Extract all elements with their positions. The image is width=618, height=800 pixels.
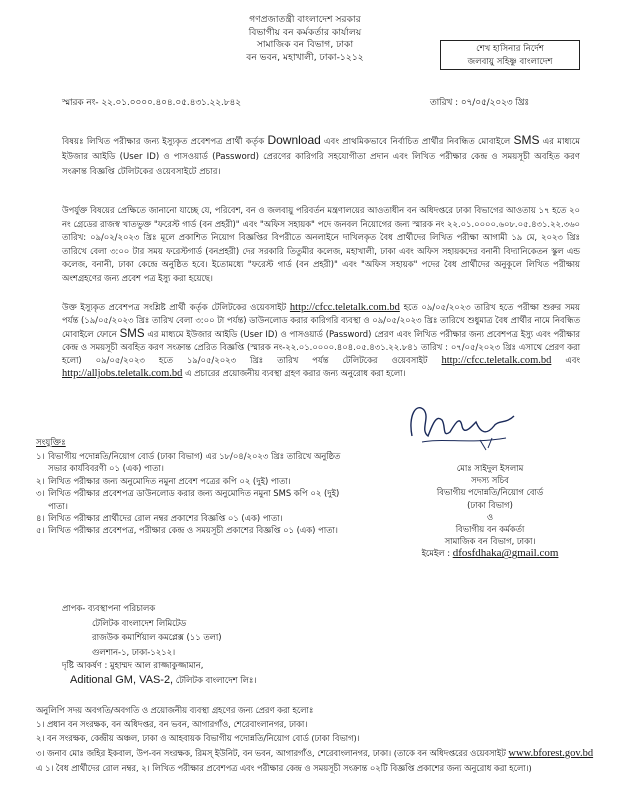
para2-text-1: উক্ত ইস্যুকৃত প্রবেশপত্র সংশ্লিষ্ট প্রার্থী কর্তৃক টেলিটকের ওয়েবসাইট <box>62 302 290 312</box>
copy-item <box>36 746 596 775</box>
copy-item: ২। বন সংরক্ষক, কেন্দ্রীয় অঞ্চল, ঢাকা ও আহবায়ক বিভাগীয় পদোন্নতি/নিয়োগ বোর্ড (ঢাকা বিভাগ)। <box>36 733 360 744</box>
cfcc-link-2[interactable]: http://cfcc.teletalk.com.bd <box>441 355 552 367</box>
para2-text-4: এবং <box>551 355 580 366</box>
para2-text-2: হতে ০৯/০৫/২০২৩ তারিখ হতে পরীক্ষা শুরুর সময় পর্যন্ত (১৯/০৫/২০২৩ খ্রিঃ তারিখ বেলা ৩:০০ টা পর্যন্ত) ডাউনলোড করার কারিগরি ব্যবস্থা ও ০৯/০৫/২০২৩ খ্রিঃ তারিখে শুধুমাত্র বৈধ প্রার্থীর নামে নিবন্ধিত মোবাইলে ফোনে <box>62 302 580 339</box>
signatory-office: সামাজিক বন বিভাগ, ঢাকা। <box>444 536 536 547</box>
division-name: সামাজিক বন বিভাগ, ঢাকা <box>256 39 354 50</box>
subject-text-3: এর মাধ্যমে ইউজার আইডি (User ID) ও পাসওয়ার্ড (Password) প্রেরণের কারিগরি সহযোগীতা প্রদান এবং লিখিত পরীক্ষার কেন্দ্র ও সময়সূচী অবহিত করণ সংক্রান্ত বিজ্ঞপ্তি টেলিটকের ওয়েবসাইটে প্রচার। <box>62 137 580 177</box>
enclosure-text: লিখিত পরীক্ষার প্রবেশপত্র ডাউনলোড করার জন্য অনুমোদিত নমুনা SMS কপি ০২ (দুই) পাতা। <box>48 488 340 511</box>
letterhead <box>170 14 440 64</box>
enclosure-text: লিখিত পরীক্ষার জন্য অনুমোদিত নমুনা প্রবেশ পত্রের কপি ০২ (দুই) পাতা। <box>48 475 291 486</box>
enclosure-text: লিখিত পরীক্ষার প্রবেশপত্র, পরীক্ষার কেন্দ্র ও সময়সূচী প্রকাশের বিজ্ঞপ্তি ০১ (এক) পাতা। <box>48 525 338 536</box>
subject-sms-word: SMS <box>513 133 540 147</box>
subject-line <box>62 133 580 180</box>
signatory-designation: বিভাগীয় বন কর্মকর্তা <box>455 524 525 535</box>
recipient-title: প্রাপক- ব্যবস্থাপনা পরিচালক <box>62 603 156 613</box>
enclosure-item <box>36 524 346 536</box>
enclosure-num: ১। <box>36 451 45 461</box>
signatory-conjunction: ও <box>486 511 494 522</box>
body-paragraph-2 <box>62 301 580 381</box>
copy-item: ১। প্রধান বন সংরক্ষক, বন অধিদপ্তর, বন ভবন, আগারগাঁও, শেরেবাংলানগর, ঢাকা। <box>36 719 308 730</box>
copy-item3-text-2: এ ১। বৈধ প্রার্থীদের রোল নম্বর, ২। লিখিত পরীক্ষার প্রবেশপত্র এবং পরীক্ষার কেন্দ্র ও সময়সূচী সংক্রান্ত ০২টি বিজ্ঞপ্তি প্রকাশের জন্য অনুরোধ করা হলো।) <box>36 762 532 773</box>
slogan-line-1: শেখ হাসিনার নির্দেশ <box>476 44 544 54</box>
copy-distribution <box>36 703 596 775</box>
copy-intro: অনুলিপি সদয় অবগতি/অবগতি ও প্রয়োজনীয় ব্যবস্থা গ্রহণের জন্য প্রেরণ করা হলোঃ <box>36 705 314 715</box>
para2-sms-word: SMS <box>119 327 145 340</box>
enclosure-text: বিভাগীয় পদোন্নতি/নিয়োগ বোর্ড (ঢাকা বিভাগ) এর ১৮/০৪/২০২৩ খ্রিঃ তারিখে অনুষ্ঠিত সভার কার্যবিবরণী ০১ (এক) পাতা। <box>48 451 341 474</box>
attention-designation-en: Aditional GM, VAS-2, <box>70 674 174 686</box>
enclosure-item <box>36 450 346 475</box>
enclosure-text: লিখিত পরীক্ষার প্রার্থীদের রোল নম্বর প্রকাশের বিজ্ঞপ্তি ০১ (এক) পাতা। <box>48 513 283 524</box>
slogan-line-2: জলবায়ু সহিষ্ণু বাংলাদেশ <box>467 57 553 67</box>
signatory-board: বিভাগীয় পদোন্নতি/নিয়োগ বোর্ড <box>436 487 544 498</box>
enclosures-list <box>36 450 346 537</box>
slogan-box <box>440 40 580 70</box>
bforest-link[interactable]: www.bforest.gov.bd <box>508 747 594 759</box>
enclosure-num: ৩। <box>36 488 45 499</box>
cfcc-link[interactable]: http://cfcc.teletalk.com.bd <box>289 302 400 313</box>
signatory-division: (ঢাকা বিভাগ) <box>467 499 513 510</box>
office-address: বন ভবন, মহাখালী, ঢাকা-১২১২ <box>246 51 364 63</box>
attention-line: দৃষ্টি আকর্ষণ : মুহাম্মদ আল রাজ্জাকুজ্জামান, <box>62 660 204 670</box>
signatory-role: সদস্য সচিব <box>471 475 509 486</box>
attention-block <box>62 658 256 688</box>
memo-date: তারিখ : ০৭/০৫/২০২৩ খ্রিঃ <box>430 98 530 108</box>
recipient-org: টেলিটক বাংলাদেশ লিমিটেড <box>92 617 187 628</box>
enclosure-item <box>36 487 346 512</box>
email-label: ইমেইল : <box>421 548 453 559</box>
enclosure-num: ২। <box>36 475 45 486</box>
enclosures-title: সংযুক্তিঃ <box>36 438 66 448</box>
attention-designation-bn: টেলিটক বাংলাদেশ লিঃ। <box>173 675 257 685</box>
recipient-address: গুলশান-১, ঢাকা-১২১২। <box>92 646 176 657</box>
email-link[interactable]: dfosfdhaka@gmail.com <box>452 547 559 560</box>
enclosure-item <box>36 475 346 487</box>
para2-text-5: এ প্রচারের প্রয়োজনীয় ব্যবস্থা গ্রহণ করার জন্য অনুরোধ করা হলো। <box>182 368 406 379</box>
attention-designation <box>62 673 256 688</box>
enclosure-item <box>36 512 346 524</box>
handwritten-signature <box>402 396 522 454</box>
signatory-email-row <box>380 547 600 559</box>
subject-text-2: এবং প্রাথমিকভাবে নির্বাচিত প্রার্থীর নিবন্ধিত মোবাইলে <box>320 137 514 147</box>
subject-download-word: Download <box>267 133 321 147</box>
enclosure-num: ৪। <box>36 513 45 524</box>
enclosure-num: ৫। <box>36 525 45 536</box>
govt-name: গণপ্রজাতন্ত্রী বাংলাদেশ সরকার <box>249 14 361 25</box>
subject-text-1: বিষয়ঃ লিখিত পরীক্ষার জন্য ইস্যুকৃত প্রবেশপত্র প্রার্থী কর্তৃক <box>62 137 268 147</box>
para2-text-3: এর মাধ্যমে ইউজার আইডি (User ID) ও পাসওয়ার্ড (Password) প্রেরণ এবং লিখিত পরীক্ষার জন্য প্রবেশপত্র ইস্যু এবং পরীক্ষার কেন্দ্র ও সময়সূচী অবহিত করণ সংক্রান্ত প্রেরিত বিজ্ঞপ্তি (স্মারক নং-২২.০১.০০০০.৪০৪.০৫.৪৩১.২২.৮৪১ তারিখ : ০৭/০৫/২০২৩ খ্রিঃ এসাথে প্রেরণ করা হলো) ০৯/০৫/২০২৩ হতে ১৯/০৫/২০২৩ খ্রিঃ তারিখ পর্যন্ত টেলিটকের ওয়েবসাইট <box>62 328 580 366</box>
memo-reference: স্মারক নং- ২২.০১.০০০০.৪০৪.০৫.৪৩১.২২.৮৪২ <box>62 98 241 108</box>
signature-block <box>380 462 600 560</box>
office-name: বিভাগীয় বন কর্মকর্তার কার্যালয় <box>248 26 362 38</box>
body-paragraph-1: উপর্যুক্ত বিষয়ের প্রেক্ষিতে জানানো যাচ্ছে যে, পরিবেশ, বন ও জলবায়ু পরিবর্তন মন্ত্রণালয়ের আওতাধীন বন অধিদপ্তরে ঢাকা বিভাগের আওতায় ১৭ হতে ২০ নং গ্রেডের রাজস্ব খাতভুক্ত "ফরেস্ট গার্ড (বন প্রহরী)" এবং "অফিস সহায়ক" পদে জনবল নিয়োগের জন্য স্মারক নং ২২.০১.০০০০.৬০৮.০৫.৪৩১.২২.৩৬০ তারিখ: ০৯/০২/২০২৩ খ্রিঃ মূলে প্রকাশিত নিয়োগ বিজ্ঞপ্তির বিপরীতে অনলাইনে দাখিলকৃত বৈধ প্রার্থীদের লিখিত পরীক্ষা আগামী ১৯ মে, ২০২৩ খ্রিঃ তারিখে বেলা ৩:০০ টার সময় ফরেস্টগার্ড (বনপ্রহরী) দের সরকারি তিতুমীর কলেজ, মহাখালী, ঢাকা এবং অফিস সহায়কদের বনানী বিদ্যানিকেতন স্কুল এন্ড কলেজ, বনানী, ঢাকা কেন্দ্রে অনুষ্ঠিত হবে। ইতোমধ্যে "ফরেস্ট গার্ড (বন প্রহরী)" এবং "অফিস সহায়ক" পদের বৈধ প্রার্থীদের অনুকূলে লিখিত পরীক্ষায় অংশগ্রহণের জন্য প্রবেশ পত্র ইস্যু করা হয়েছে। <box>62 205 580 283</box>
recipient-block <box>62 601 222 659</box>
copy-item3-text-1: ৩। জনাব মোঃ জহির ইকবাল, উপ-বন সংরক্ষক, রিমস্ ইউনিট, বন ভবন, আগারগাঁও, শেরেবাংলানগর, ঢাকা। (তাকে বন অধিদপ্তরের ওয়েবসাইট <box>36 747 509 758</box>
alljobs-link[interactable]: http://alljobs.teletalk.com.bd <box>62 368 183 380</box>
signatory-name: মোঃ সাইদুল ইসলাম <box>456 463 524 473</box>
recipient-building: রাজউক কমার্শিয়াল কমপ্লেক্স (১১ তলা) <box>92 632 222 643</box>
